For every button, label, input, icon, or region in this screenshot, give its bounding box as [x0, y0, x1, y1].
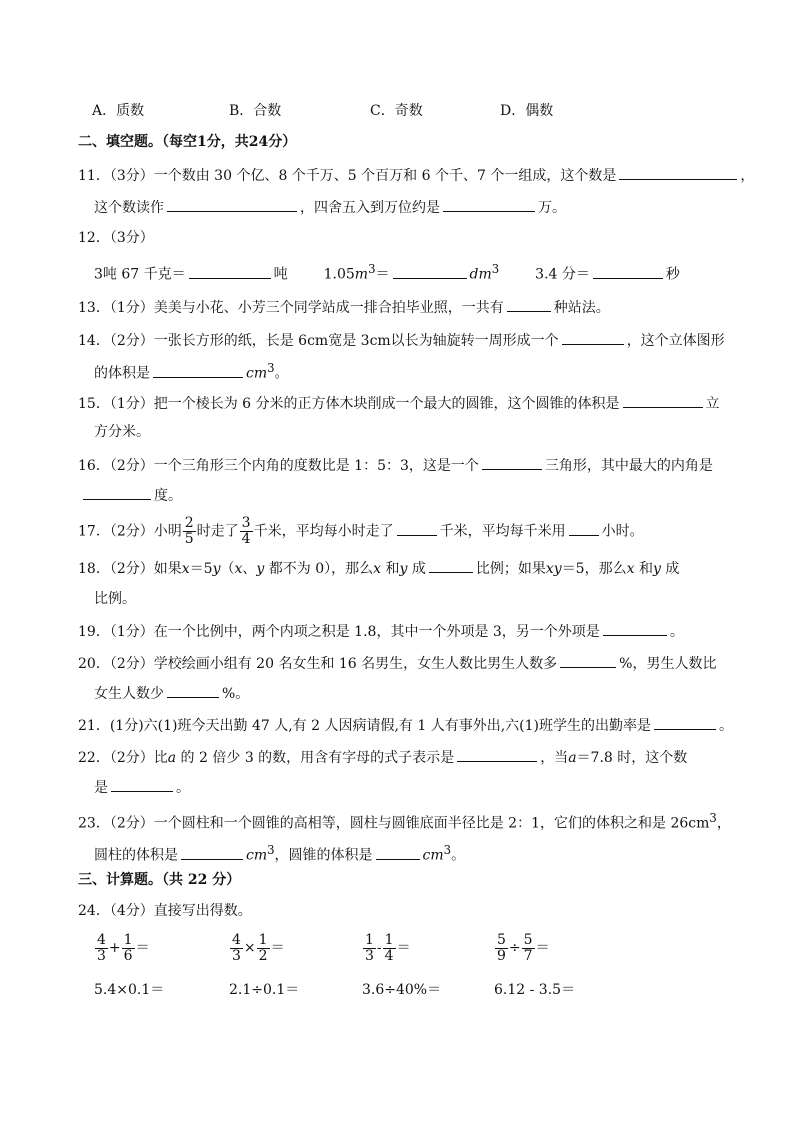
- answer-blank[interactable]: [189, 263, 271, 279]
- variable: x: [626, 561, 635, 577]
- denominator: 3: [232, 947, 241, 964]
- answer-blank[interactable]: [376, 844, 420, 860]
- unit-symbol: cm: [422, 847, 444, 864]
- superscript: 3: [368, 262, 376, 276]
- unit-symbol: dm: [469, 266, 492, 283]
- question-15-line-1: [78, 392, 720, 414]
- answer-blank[interactable]: [507, 296, 551, 312]
- denominator: 2: [258, 947, 268, 964]
- fraction: [240, 516, 253, 547]
- question-14-line-2: [94, 358, 289, 384]
- option-d: D．偶数: [500, 103, 554, 119]
- unit-symbol: cm: [246, 365, 268, 382]
- question-12-line-1: [78, 228, 154, 248]
- question-text: （1分）在一个比例中，两个内项之积是 1.8，其中一个外项是 3，另一个外项是: [109, 624, 600, 640]
- question-number: 15．: [78, 396, 110, 412]
- variable: x: [234, 561, 243, 577]
- numerator: 5: [523, 931, 533, 948]
- answer-blank[interactable]: [393, 263, 467, 279]
- question-text: 成: [407, 561, 426, 577]
- question-text: ＝5，那么: [561, 561, 627, 577]
- superscript: 3: [491, 262, 500, 276]
- question-14-line-1: [78, 329, 725, 351]
- question-17: [78, 516, 644, 547]
- denominator: 4: [241, 531, 251, 547]
- option-a: A．质数: [92, 103, 145, 119]
- question-text: （2分）一个圆柱和一个圆锥的高相等，圆柱与圆锥底面半径比是 2：1，它们的体积之和是 26cm: [109, 815, 710, 832]
- question-16-line-1: [78, 454, 713, 476]
- option-b: B．合数: [229, 103, 282, 119]
- denominator: 5: [184, 531, 194, 547]
- expression-4: [494, 932, 550, 964]
- denominator: 9: [497, 947, 506, 964]
- question-number: 16．: [78, 458, 110, 474]
- question-text: 千米，平均每千米用: [439, 523, 566, 540]
- expression-2: [229, 932, 285, 964]
- answer-blank[interactable]: [560, 652, 616, 668]
- question-text: 3吨 67 千克＝: [94, 266, 186, 283]
- numerator: 5: [497, 931, 506, 948]
- question-number: 22．: [78, 750, 110, 766]
- variable: x: [181, 561, 190, 577]
- answer-blank[interactable]: [603, 620, 667, 636]
- equals-sign: ＝: [535, 940, 550, 956]
- question-text: （3分）: [109, 230, 154, 246]
- answer-blank[interactable]: [83, 484, 151, 500]
- answer-blank[interactable]: [111, 776, 173, 792]
- fraction: [230, 933, 243, 964]
- answer-blank[interactable]: [569, 520, 599, 536]
- answer-blank[interactable]: [623, 392, 703, 408]
- answer-blank[interactable]: [153, 362, 243, 378]
- question-text: 度。: [154, 488, 182, 504]
- numerator: 2: [184, 515, 194, 531]
- variable: y: [256, 561, 265, 577]
- question-11-line-1: [78, 164, 754, 186]
- question-text: 秒: [665, 266, 680, 283]
- question-text: （2分）小明: [109, 523, 182, 540]
- question-23-line-1: [78, 808, 731, 834]
- question-text: ，这个立体图形: [626, 333, 725, 349]
- question-text: 这个数读作: [94, 200, 164, 216]
- section-heading-calculation: 三、计算题。（共 22 分）: [78, 872, 241, 888]
- question-text: （2分）如果: [109, 561, 182, 577]
- question-text: 立: [705, 396, 720, 412]
- answer-blank[interactable]: [397, 520, 437, 536]
- question-text: （2分）学校绘画小组有 20 名女生和 16 名男生，女生人数比男生人数多: [109, 656, 558, 672]
- unit-symbol: m: [354, 266, 369, 283]
- question-20-line-1: [78, 652, 716, 674]
- question-number: 13．: [78, 300, 110, 316]
- operator: +: [108, 940, 121, 956]
- answer-blank[interactable]: [482, 454, 542, 470]
- operator: ×: [243, 940, 256, 956]
- superscript: 3: [267, 843, 275, 857]
- expression-5: 5.4×0.1＝: [94, 982, 165, 998]
- question-13: [78, 296, 610, 318]
- equals-sign: ＝: [135, 940, 150, 956]
- fraction: [95, 933, 108, 964]
- question-text: 小时。: [601, 523, 644, 540]
- fraction: [257, 933, 270, 964]
- question-number: 17．: [78, 523, 110, 540]
- question-text: （1分）把一个棱长为 6 分米的正方体木块削成一个最大的圆锥，这个圆锥的体积是: [109, 396, 620, 412]
- question-number: 20．: [78, 656, 110, 672]
- variable: x: [373, 561, 382, 577]
- question-text: ＝5: [189, 561, 213, 577]
- question-text: 是: [94, 780, 108, 796]
- question-text: 比例。: [94, 591, 136, 607]
- question-text: 种站法。: [553, 300, 610, 316]
- question-text: 方分米。: [94, 424, 150, 440]
- question-number: 14．: [78, 333, 110, 349]
- superscript: 3: [267, 361, 275, 375]
- question-18-line-1: [78, 557, 679, 579]
- question-text: ，当: [540, 750, 569, 766]
- question-number: 21．: [78, 718, 110, 734]
- answer-blank[interactable]: [443, 196, 535, 212]
- expression-6: 2.1÷0.1＝: [229, 982, 300, 998]
- question-text: 1.05: [323, 266, 355, 283]
- question-text: 都不为 0），那么: [264, 561, 374, 577]
- expression-7: 3.6÷40%＝: [362, 982, 442, 998]
- question-12-line-2: [94, 259, 680, 285]
- question-21: [78, 714, 733, 736]
- question-text: %。: [222, 686, 250, 702]
- question-number: 12．: [78, 230, 110, 246]
- question-text: 。: [669, 624, 684, 640]
- equals-sign: ＝: [396, 940, 411, 956]
- variable: a: [568, 750, 577, 766]
- fraction: [122, 933, 135, 964]
- question-11-line-2: [94, 196, 566, 218]
- numerator: 1: [258, 931, 268, 948]
- equals-sign: ＝: [270, 940, 285, 956]
- fraction: [363, 933, 376, 964]
- superscript: 3: [709, 811, 717, 825]
- variable: a: [167, 750, 177, 766]
- question-text: 万。: [538, 200, 566, 216]
- variable: y: [652, 561, 661, 577]
- fraction: [383, 933, 396, 964]
- question-text: （2分）一个三角形三个内角的度数比是 1：5：3，这是一个: [109, 458, 479, 474]
- expression-1: [94, 932, 150, 964]
- answer-blank[interactable]: [429, 557, 473, 573]
- question-text: （4分）直接写出得数。: [109, 903, 252, 919]
- variable: y: [212, 561, 221, 577]
- question-16-line-2: [80, 484, 182, 506]
- numerator: 4: [97, 931, 106, 948]
- question-text: 。: [176, 780, 190, 796]
- question-text: 。: [719, 718, 734, 734]
- question-text: 成: [660, 561, 680, 577]
- question-number: 11．: [78, 168, 110, 184]
- question-text: （2分）比: [109, 750, 168, 766]
- question-text: ，: [716, 815, 731, 832]
- section-heading-fill-in: 二、填空题。（每空1分，共24分）: [78, 134, 297, 150]
- question-text: 三角形，其中最大的内角是: [544, 458, 713, 474]
- question-text: 圆柱的体积是: [94, 847, 178, 864]
- question-text: 。: [274, 365, 289, 382]
- answer-blank[interactable]: [167, 682, 219, 698]
- numerator: 4: [232, 931, 241, 948]
- variable: y: [399, 561, 408, 577]
- denominator: 4: [384, 947, 394, 964]
- denominator: 7: [523, 947, 533, 964]
- question-number: 23．: [78, 815, 110, 832]
- question-text: （2分）一张长方形的纸，长是 6cm宽是 3cm以长为轴旋转一周形成一个: [109, 333, 559, 349]
- expression-8: 6.12 - 3.5＝: [494, 982, 576, 998]
- answer-blank[interactable]: [457, 746, 537, 762]
- question-text: ＝: [375, 266, 390, 283]
- question-text: 、: [242, 561, 257, 577]
- superscript: 3: [443, 843, 452, 857]
- answer-blank[interactable]: [654, 714, 716, 730]
- denominator: 6: [123, 947, 133, 964]
- numerator: 1: [384, 931, 394, 948]
- numerator: 3: [241, 515, 251, 531]
- question-22-line-1: [78, 746, 687, 768]
- fraction: [183, 516, 196, 547]
- fraction: [495, 933, 508, 964]
- operator: ÷: [508, 940, 521, 956]
- question-text: 吨: [273, 266, 288, 283]
- question-24: [78, 901, 252, 921]
- question-19: [78, 620, 684, 642]
- question-number: 24．: [78, 903, 110, 919]
- answer-blank[interactable]: [562, 329, 624, 345]
- operator: -: [376, 940, 382, 956]
- question-text: ，: [740, 168, 755, 184]
- expression-3: [362, 932, 411, 964]
- numerator: 1: [365, 931, 374, 948]
- question-number: 18．: [78, 561, 110, 577]
- question-text: 。: [451, 847, 466, 864]
- denominator: 3: [365, 947, 374, 964]
- question-text: （3分）一个数由 30 个亿、8 个千万、5 个百万和 6 个千、7 个一组成，这个数是: [109, 168, 617, 184]
- question-text: 女生人数少: [94, 686, 164, 702]
- fraction: [522, 933, 535, 964]
- answer-blank[interactable]: [619, 164, 737, 180]
- question-text: 3.4 分＝: [535, 266, 590, 283]
- question-text: （1分）美美与小花、小芳三个同学站成一排合拍毕业照，一共有: [109, 300, 504, 316]
- question-22-line-2: [94, 776, 190, 798]
- denominator: 3: [97, 947, 106, 964]
- question-text: 和: [381, 561, 400, 577]
- answer-blank[interactable]: [593, 263, 663, 279]
- question-18-line-2: [94, 589, 136, 609]
- question-text: ＝7.8 时，这个数: [576, 750, 688, 766]
- option-c: C．奇数: [370, 103, 423, 119]
- question-text: 时走了: [196, 523, 239, 540]
- question-text: 千米，平均每小时走了: [253, 523, 394, 540]
- question-text: ，四舍五入到万位约是: [300, 200, 440, 216]
- answer-blank[interactable]: [181, 844, 243, 860]
- unit-symbol: cm: [246, 847, 268, 864]
- question-20-line-2: [94, 682, 249, 704]
- question-number: 19．: [78, 624, 110, 640]
- numerator: 1: [123, 931, 133, 948]
- question-text: 和: [634, 561, 653, 577]
- question-text: （: [220, 561, 235, 577]
- question-23-line-2: [94, 840, 465, 866]
- question-text: (1分)六(1)班今天出勤 47 人,有 2 人因病请假,有 1 人有事外出,六(1)班学生的出勤率是: [109, 718, 652, 734]
- question-15-line-2: [94, 422, 150, 442]
- question-text: ，圆锥的体积是: [274, 847, 373, 864]
- question-text: %，男生人数比: [619, 656, 717, 672]
- variable: xy: [545, 561, 562, 577]
- question-text: 的 2 倍少 3 的数，用含有字母的式子表示是: [176, 750, 455, 766]
- answer-blank[interactable]: [167, 196, 297, 212]
- question-text: 的体积是: [94, 365, 150, 382]
- question-text: 比例；如果: [475, 561, 546, 577]
